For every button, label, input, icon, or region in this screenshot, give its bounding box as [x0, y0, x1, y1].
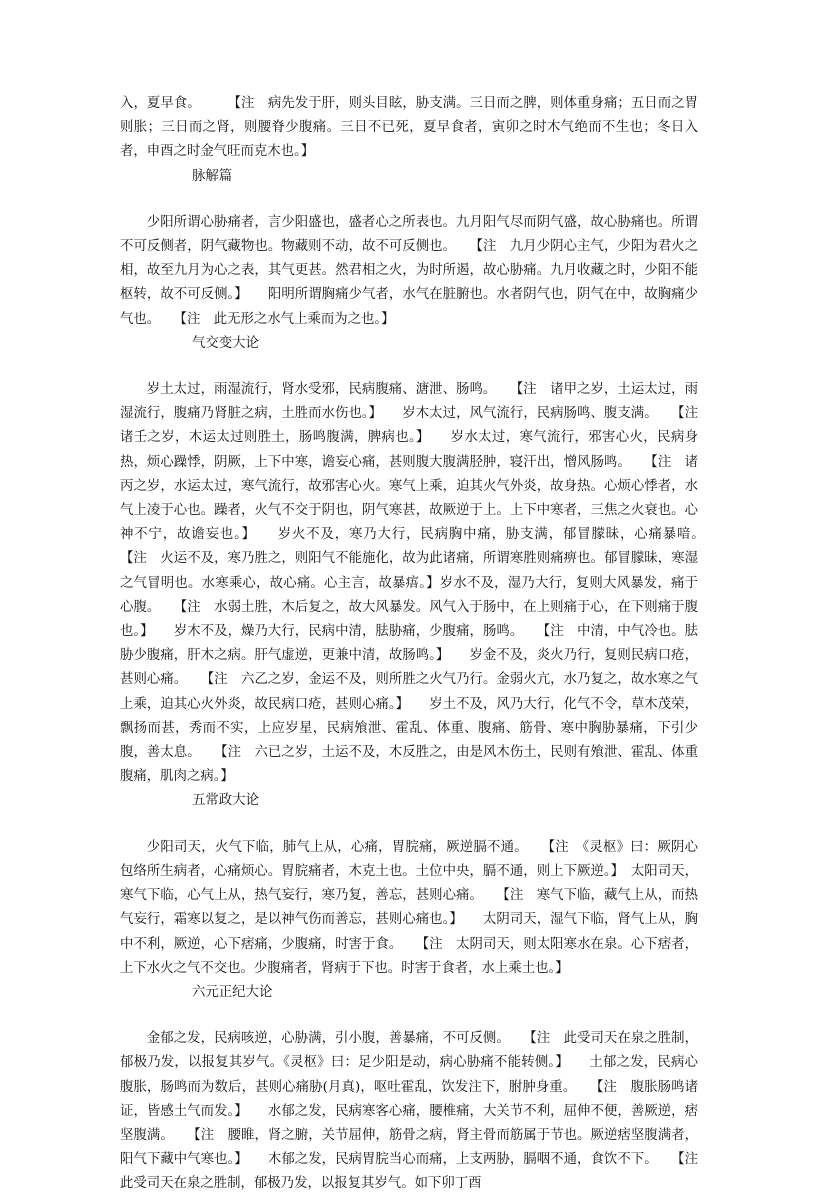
paragraph-liuyuan: 金郁之发，民病咳逆，心胁满，引小腹，善暴痛，不可反侧。 【注 此受司天在泉之胜制，郁极乃发，以报复其岁气。《灵枢》曰：足少阳是动，病心胁痛不能转侧。】 土郁之发，民病心腹胀，肠鸣而为数后，甚则心痛胁(月真)，呕吐霍乱，饮发注下，胕肿身重。 【注 腹胀肠鸣诸证，皆感土气而发。】 水郁之发，民病寒客心痛，腰椎痛，大关节不利，屈伸不便，善厥逆，痞坚腹满。 【注 腰睢，肾之腑，关节屈伸，筋骨之病，肾主骨而筋属于节也。厥逆痞坚腹满者，阳气下藏中气寒也。】 木郁之发，民病胃脘当心而痛，上支两胁，膈咽不通，食饮不下。 【注 此受司天在泉之胜制，郁极乃发，以报复其岁气。如下卯丁酉 — [120, 1031, 712, 1192]
paragraph-wuchangzheng: 少阳司天，火气下临，肺气上从，心痛，胃脘痛，厥逆膈不通。 【注 《灵枢》曰：厥阴心包络所生病者，心痛烦心。胃脘痛者，木克土也。土位中央，膈不通，则上下厥逆。】 太阳司天，寒气下临，心气上从，热气妄行，寒乃复，善忘，甚则心痛。 【注 寒气下临，藏气上从，而热气妄行，霜寒以复之，是以神气伤而善忘，甚则心痛也。】 太阴司天，湿气下临，肾气上从，胸中不利，厥逆，心下痞痛，少腹痛，时害于食。 【注 太阴司天，则太阳寒水在泉。心下痞者，上下水火之气不交也。少腹痛者，肾病于下也。时害于食者，水上乘土也。】 — [120, 839, 698, 976]
section-heading-liuyuan: 六元正纪大论 — [192, 984, 273, 1000]
section-heading-qijiaobian: 气交变大论 — [192, 335, 259, 351]
section-heading-maijie: 脉解篇 — [192, 168, 233, 184]
section-heading-wuchangzheng: 五常政大论 — [192, 793, 259, 809]
paragraph-intro: 入，夏早食。 【注 病先发于肝，则头目眩，胁支满。三日而之脾，则体重身痛；五日而之胃则胀；三日而之肾，则腰脊少腹痛。三日不已死，夏早食者，寅卯之时木气绝而不生也；冬日入者，申酉之时金气旺而克木也。】 — [120, 96, 698, 160]
paragraph-qijiaobian: 岁土太过，雨湿流行，肾水受邪，民病腹痛、溏泄、肠鸣。 【注 诸甲之岁，土运太过，雨湿流行，腹痛乃肾脏之病，土胜而水伤也。】 岁木太过，风气流行，民病肠鸣、腹支满。 【注 诸壬之岁，木运太过则胜土，肠鸣腹满，脾病也。】 岁水太过，寒气流行，邪害心火，民病身热，烦心躁悸，阴厥，上下中寒，谵妄心痛，甚则腹大腹满胫肿，寝汗出，憎风肠鸣。 【注 诸丙之岁，水运太过，寒气流行，故邪害心火。寒气上乘，迫其火气外炎，故身热。心烦心悸者，水气上凌于心也。躁者，火气不交于阴也，阴气寒甚，故厥逆于上。上下中寒者，三焦之火衰也。心神不宁，故谵妄也。】 岁火不及，寒乃大行，民病胸中痛，胁支满，郁冒朦昧，心痛暴喑。 【注 火运不及，寒乃胜之，则阳气不能施化，故为此诸痛，所谓寒胜则痛痹也。郁冒朦昧，寒湿之气冒明也。水寒乘心，故心痛。心主言，故暴痦。】岁水不及，湿乃大行，复则大风暴发，痛于心腹。 【注 水弱土胜，木后复之，故大风暴发。风气入于肠中，在上则痛于心，在下则痛于腹也。】 岁木不及，燥乃大行，民病中清，胠胁痛，少腹痛，肠鸣。 【注 中清，中气冷也。胠胁少腹痛，肝木之病。肝气虚逆，更兼中清，故肠鸣。】 岁金不及，炎火乃行，复则民病口疮，甚则心痛。 【注 六乙之岁，金运不及，则所胜之火气乃行。金弱火亢，水乃复之，故水寒之气上乘，迫其心火外炎，故民病口疮，甚则心痛。】 岁土不及，风乃大行，化气不令，草木茂荣，飘扬而甚，秀而不实，上应岁星，民病飧泄、霍乱、体重、腹痛、筋骨、寒中胸胁暴痛，下引少腹，善太息。 【注 六已之岁，土运不及，木反胜之，由是风木伤土，民则有飧泄、霍乱、体重腹痛，肌肉之病。】 — [120, 382, 725, 785]
paragraph-maijie: 少阳所谓心胁痛者，言少阳盛也，盛者心之所表也。九月阳气尽而阴气盛，故心胁痛也。所谓不可反侧者，阴气藏物也。物藏则不动，故不可反侧也。 【注 九月少阴心主气，少阳为君火之相，故至九月为心之表，其气更甚。然君相之火，为时所遏，故心胁痛。九月收藏之时，少阳不能枢转，故不可反侧。】 阳明所谓胸痛少气者，水气在脏腑也。水者阴气也，阴气在中，故胸痛少气也。 【注 此无形之水气上乘而为之也。】 — [120, 214, 698, 327]
document-body — [120, 92, 725, 1197]
